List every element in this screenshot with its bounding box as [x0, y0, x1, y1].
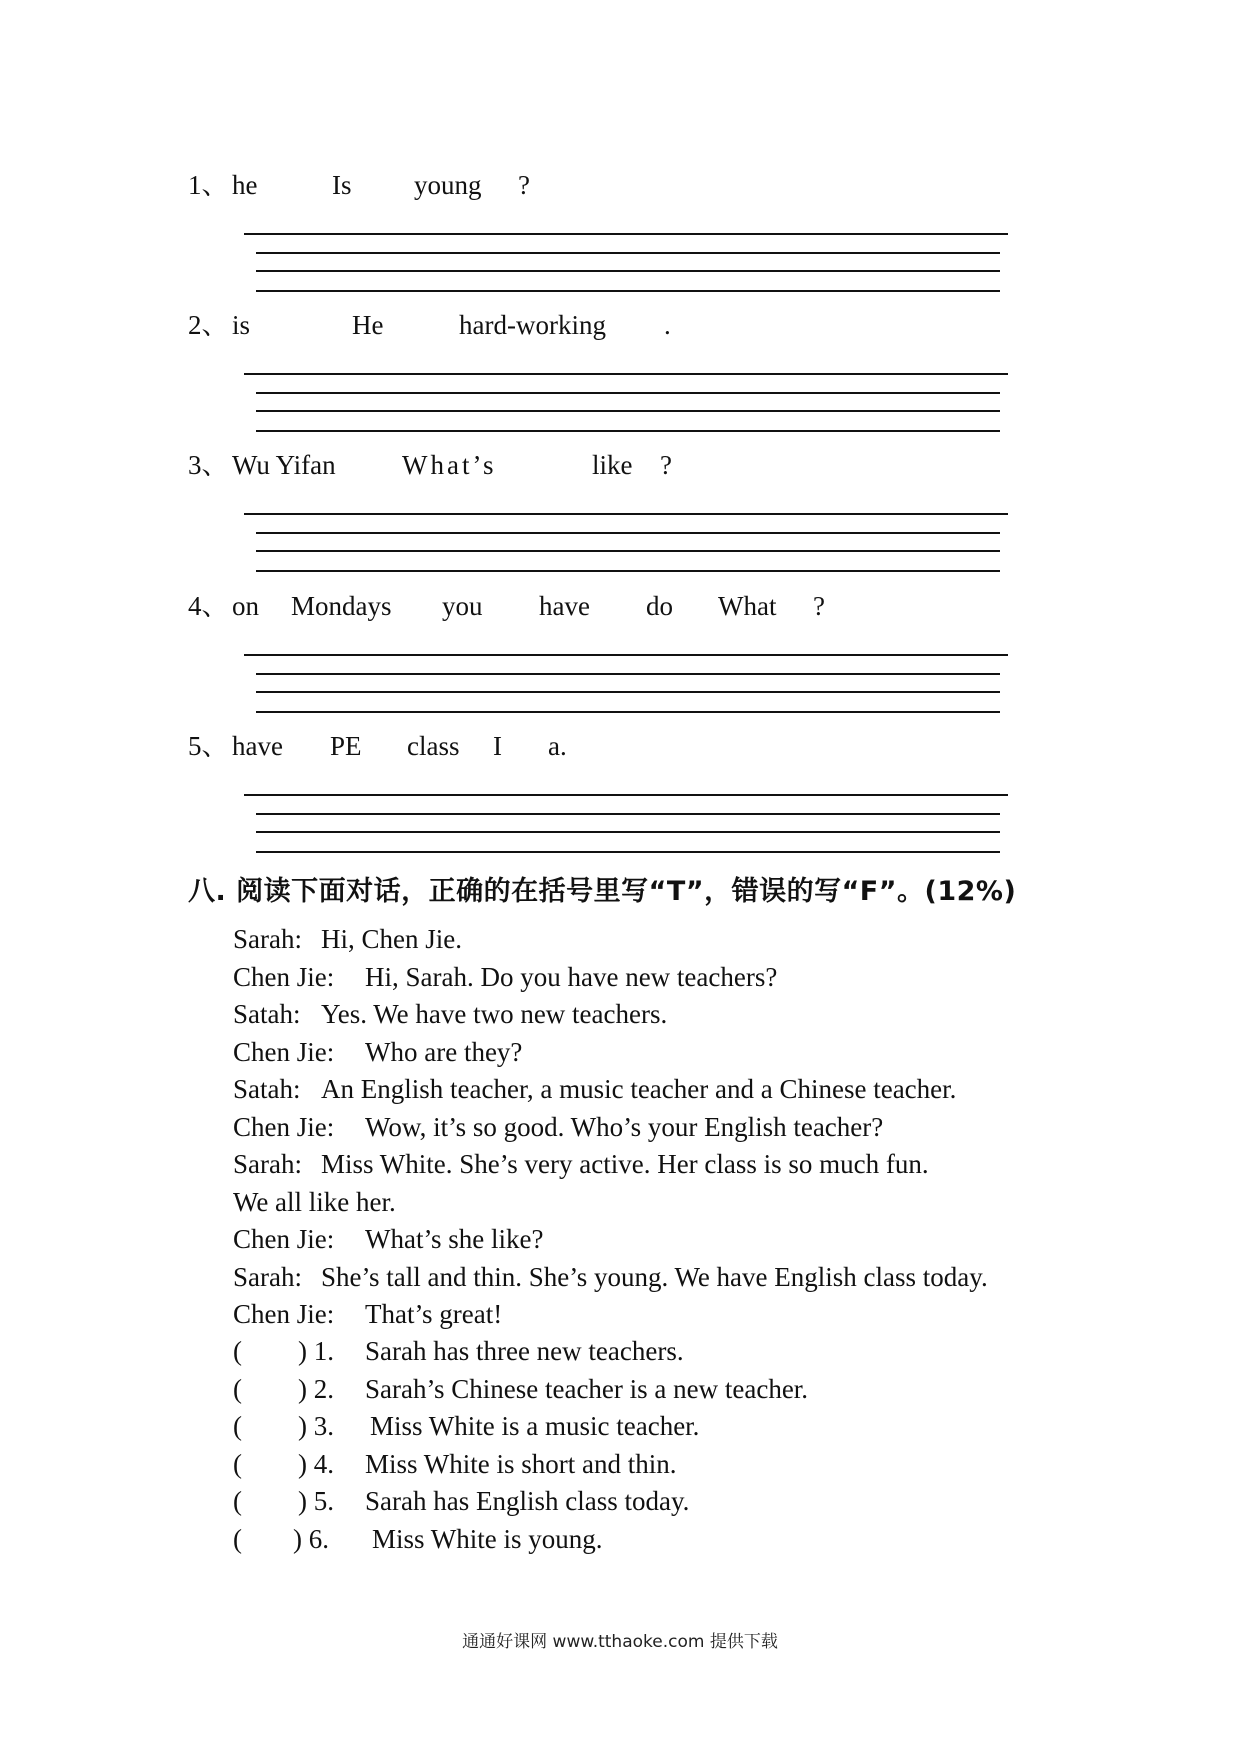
word-token: hard-working	[459, 310, 606, 340]
word-token: Mondays	[291, 591, 392, 621]
answer-line	[256, 252, 1000, 254]
word-token: class	[407, 731, 460, 761]
speaker-label: Sarah:	[233, 1149, 302, 1179]
answer-line	[256, 691, 1000, 693]
word-token: .	[664, 310, 671, 340]
answer-line	[244, 794, 1008, 796]
word-token: What’s	[402, 450, 497, 480]
dialogue-text: Miss White. She’s very active. Her class is so much fun.	[321, 1149, 929, 1179]
question-number: 1、	[188, 170, 229, 200]
tf-statement: Sarah has three new teachers.	[365, 1336, 684, 1366]
word-token: Is	[332, 170, 352, 200]
question-number: 3、	[188, 450, 229, 480]
answer-line	[256, 831, 1000, 833]
word-token: ?	[660, 450, 672, 480]
speaker-label: Chen Jie:	[233, 961, 335, 992]
question-number: 5、	[188, 731, 229, 761]
answer-line	[256, 813, 1000, 815]
word-token: young	[414, 170, 482, 200]
answer-bracket-open: (	[233, 1523, 242, 1554]
answer-line	[256, 673, 1000, 675]
word-token: Wu Yifan	[232, 450, 336, 480]
dialogue-text: Wow, it’s so good. Who’s your English teacher?	[365, 1111, 884, 1142]
speaker-label: Chen Jie:	[233, 1299, 335, 1329]
speaker-label: Sarah:	[233, 1261, 302, 1292]
answer-bracket-close-number: ) 1.	[298, 1336, 334, 1366]
speaker-label: Satah:	[233, 1074, 301, 1104]
answer-line	[244, 373, 1008, 375]
section-8-title: 八. 阅读下面对话，正确的在括号里写“T”，错误的写“F”。(12%)	[188, 876, 1017, 907]
dialogue-text: Hi, Chen Jie.	[321, 924, 462, 954]
word-token: have	[232, 731, 283, 761]
answer-line	[256, 532, 1000, 534]
word-token: is	[232, 310, 251, 340]
dialogue-text: Hi, Sarah. Do you have new teachers?	[365, 961, 778, 992]
answer-bracket-open: (	[233, 1411, 242, 1441]
answer-bracket-open: (	[233, 1448, 242, 1479]
word-token: I	[493, 731, 502, 761]
question-number: 2、	[188, 310, 229, 340]
word-token: What	[718, 591, 777, 621]
answer-bracket-close-number: ) 3.	[298, 1411, 334, 1441]
word-token: he	[232, 170, 258, 200]
speaker-label: Chen Jie:	[233, 1224, 335, 1254]
answer-line	[244, 233, 1008, 235]
dialogue-text: She’s tall and thin. She’s young. We have English class today.	[321, 1261, 988, 1292]
tf-statement: Miss White is a music teacher.	[370, 1411, 700, 1441]
answer-line	[256, 270, 1000, 272]
tf-statement: Sarah’s Chinese teacher is a new teacher.	[365, 1373, 809, 1404]
dialogue-text: We all like her.	[233, 1186, 396, 1217]
answer-line	[256, 550, 1000, 552]
word-token: you	[442, 591, 483, 621]
answer-line	[256, 290, 1000, 292]
answer-bracket-open: (	[233, 1373, 242, 1404]
dialogue-text: What’s she like?	[365, 1224, 544, 1254]
answer-line	[256, 711, 1000, 713]
tf-statement: Sarah has English class today.	[365, 1486, 690, 1516]
answer-line	[244, 513, 1008, 515]
speaker-label: Chen Jie:	[233, 1036, 335, 1067]
word-token: like	[592, 450, 633, 480]
answer-bracket-open: (	[233, 1486, 242, 1516]
answer-line	[256, 392, 1000, 394]
dialogue-text: That’s great!	[365, 1299, 503, 1329]
answer-line	[256, 410, 1000, 412]
dialogue-text: Yes. We have two new teachers.	[321, 999, 668, 1029]
word-token: a.	[548, 731, 567, 761]
answer-line	[256, 851, 1000, 853]
dialogue-text: Who are they?	[365, 1036, 523, 1067]
word-token: do	[646, 591, 673, 621]
word-token: He	[352, 310, 384, 340]
dialogue-text: An English teacher, a music teacher and a Chinese teacher.	[321, 1074, 957, 1104]
footer-download-note: 通通好课网 www.tthaoke.com 提供下载	[462, 1632, 778, 1652]
answer-bracket-close-number: ) 5.	[298, 1486, 334, 1516]
speaker-label: Chen Jie:	[233, 1111, 335, 1142]
tf-statement: Miss White is young.	[372, 1523, 603, 1554]
answer-line	[256, 570, 1000, 572]
question-number: 4、	[188, 591, 229, 621]
answer-line	[244, 654, 1008, 656]
word-token: ?	[813, 591, 825, 621]
word-token: have	[539, 591, 590, 621]
word-token: PE	[330, 731, 362, 761]
answer-bracket-close-number: ) 6.	[293, 1523, 329, 1554]
tf-statement: Miss White is short and thin.	[365, 1448, 677, 1479]
answer-bracket-close-number: ) 4.	[298, 1448, 334, 1479]
answer-bracket-close-number: ) 2.	[298, 1373, 334, 1404]
answer-line	[256, 430, 1000, 432]
answer-bracket-open: (	[233, 1336, 242, 1366]
word-token: ?	[518, 170, 530, 200]
word-token: on	[232, 591, 259, 621]
speaker-label: Satah:	[233, 999, 301, 1029]
speaker-label: Sarah:	[233, 924, 302, 954]
